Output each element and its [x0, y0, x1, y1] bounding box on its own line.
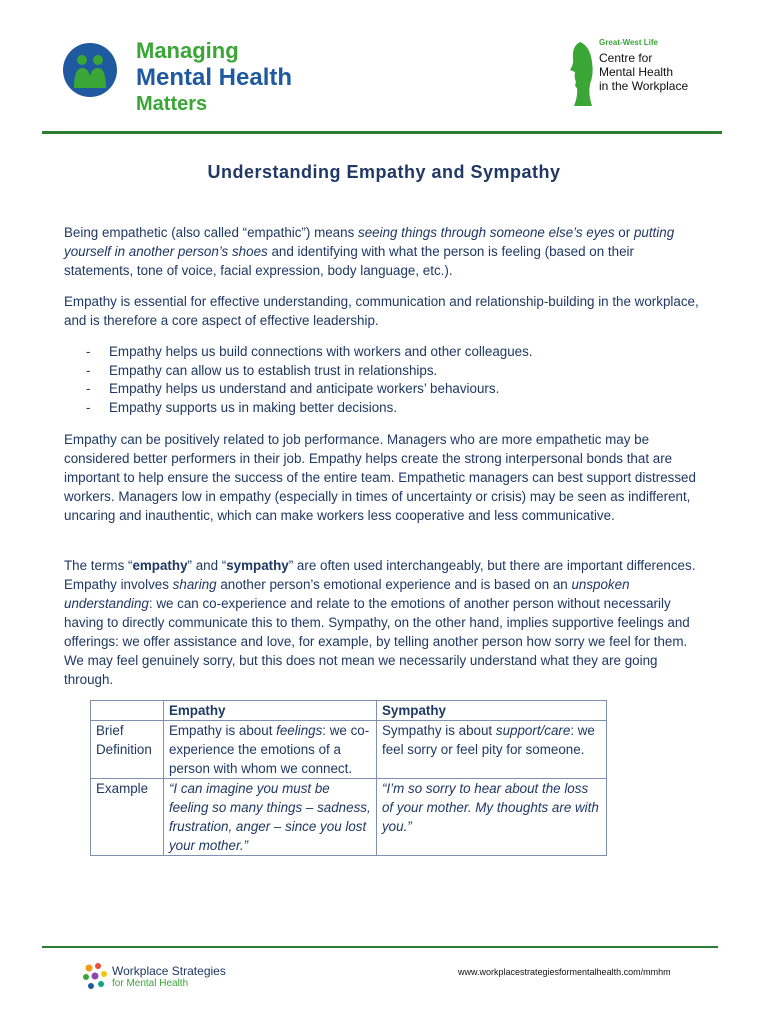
colored-dots-icon	[82, 962, 108, 992]
page-title: Understanding Empathy and Sympathy	[207, 162, 561, 182]
text-run: another person’s emotional experience and is based on an	[216, 577, 572, 592]
text-run: : we feel sorry or feel pity for someone.	[381, 723, 595, 757]
paragraph-performance: Empathy can be positively related to job performance. Managers who are more empathetic may be considered better performers in their job. Empathy helps create the strong interpersonal bonds that are important to help ensure the success of the entire team. Empathetic managers can best support distressed workers. Managers low in empathy (especially in times of uncertainty or crisis) may be seen as indifferent, uncaring and inauthentic, which can make workers less cooperative and less communicative.	[64, 432, 696, 523]
text-run: Being empathetic (also called “empathic”) means	[64, 225, 358, 240]
text-run: : we co-experience the emotions of a person with whom we connect.	[168, 723, 370, 776]
paragraph-definition	[64, 223, 704, 280]
footer-logo-line-1: Workplace Strategies	[112, 964, 226, 978]
centre-line-3: in the Workplace	[599, 79, 689, 93]
emphasis-run: seeing things through someone else’s eyes	[358, 225, 615, 240]
emphasis-run: unspoken understanding	[64, 577, 630, 611]
text-run: or	[614, 225, 634, 240]
row-label-definition: Brief Definition	[91, 721, 164, 779]
text-run: Empathy is about	[168, 723, 277, 738]
bold-run: empathy	[132, 558, 188, 573]
list-item: - Empathy helps us understand and anticipate workers’ behaviours.	[86, 380, 686, 399]
cell-sympathy-example: “I’m so sorry to hear about the loss of your mother. My thoughts are with you.”	[376, 779, 606, 856]
logo-line-matters: Matters	[136, 93, 208, 115]
row-label-example: Example	[91, 779, 164, 856]
text-run: ” and “	[187, 558, 227, 573]
text-run: The terms “	[64, 558, 133, 573]
text-run: ” are often used interchangeably, but there are important differences. Empathy involves	[64, 558, 696, 592]
managing-mental-health-matters-logo	[62, 38, 322, 115]
sponsor-label: Great-West Life	[599, 38, 658, 47]
list-item: - Empathy helps us build connections with workers and other colleagues.	[86, 343, 686, 362]
table-row	[91, 721, 607, 779]
list-item: - Empathy can allow us to establish trust in relationships.	[86, 362, 686, 381]
head-profile-icon	[566, 40, 596, 108]
centre-line-1: Centre for	[599, 51, 653, 65]
logo-line-managing: Managing	[136, 38, 239, 63]
paragraph-terms	[64, 556, 704, 689]
cell-empathy-definition	[163, 721, 376, 779]
text-run: : we can co-experience and relate to the emotions of another person without necessarily having to directly communicate this to them. Sympathy, on the other hand, implies supportive feelings and offerings: we offer assistance and love, for example, by telling another person how sorry we feel for them. We may feel genuinely sorry, but this does not mean we necessarily understand what they are going through.	[64, 596, 690, 687]
header-divider	[42, 131, 722, 134]
footer-logo-line-2: for Mental Health	[112, 978, 189, 989]
table-header-empty	[91, 701, 164, 721]
comparison-table	[90, 700, 607, 856]
emphasis-run: feelings	[276, 723, 323, 738]
list-item: - Empathy supports us in making better decisions.	[86, 399, 686, 418]
text-run: Sympathy is about	[381, 723, 496, 738]
centre-line-2: Mental Health	[599, 65, 674, 79]
text-run: and identifying with what the person is feeling (based on their statements, tone of voice, facial expression, body language, etc.).	[64, 244, 634, 278]
people-circle-icon	[62, 42, 118, 98]
emphasis-run: sharing	[172, 577, 217, 592]
footer-divider	[42, 946, 718, 948]
table-row	[91, 779, 607, 856]
workplace-strategies-logo	[82, 962, 262, 994]
centre-for-mental-health-logo	[566, 38, 726, 110]
emphasis-run: support/care	[495, 723, 571, 738]
cell-empathy-example: “I can imagine you must be feeling so many things – sadness, frustration, anger – since you lost your mother.”	[163, 779, 376, 856]
table-header-sympathy: Sympathy	[376, 701, 606, 721]
bold-run: sympathy	[226, 558, 289, 573]
cell-sympathy-definition	[376, 721, 606, 779]
table-header-empathy: Empathy	[163, 701, 376, 721]
paragraph-essential: Empathy is essential for effective understanding, communication and relationship-building in the workplace, and is therefore a core aspect of effective leadership.	[64, 294, 699, 328]
logo-line-mental-health: Mental Health	[136, 64, 293, 91]
footer-url[interactable]: www.workplacestrategiesformentalhealth.com/mmhm	[458, 967, 671, 977]
table-header-row	[91, 701, 607, 721]
benefits-list	[86, 343, 686, 417]
emphasis-run: putting yourself in another person’s shoes	[64, 225, 675, 259]
